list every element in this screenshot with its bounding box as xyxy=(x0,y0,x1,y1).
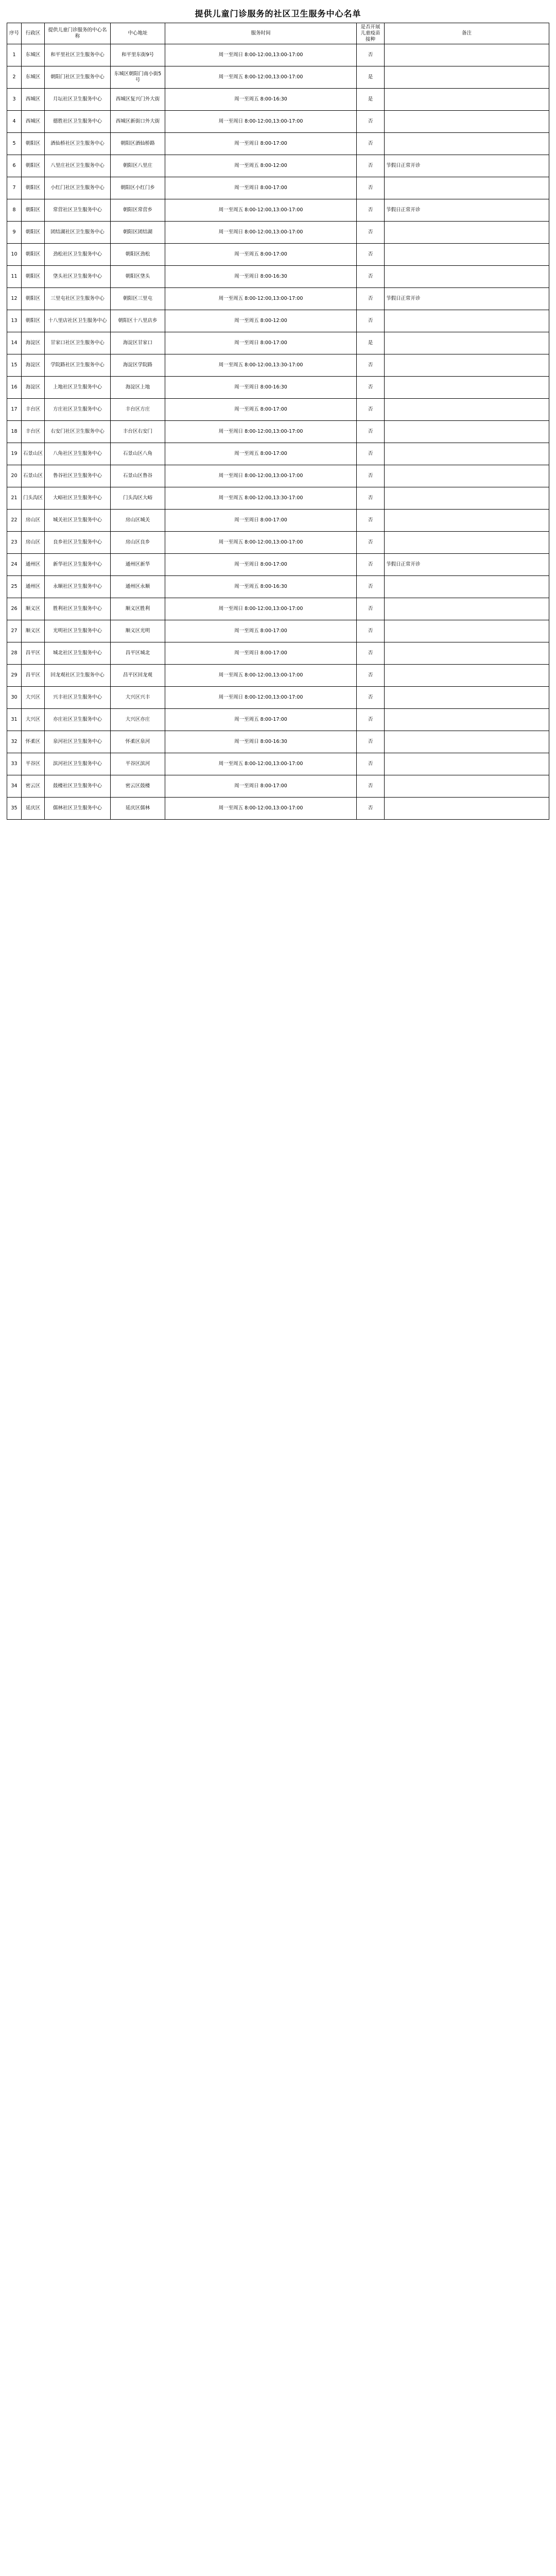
cell-address: 和平里东街9号 xyxy=(111,44,165,66)
cell-address: 顺义区胜利 xyxy=(111,598,165,620)
table-row xyxy=(7,89,549,111)
cell-address: 石景山区八角 xyxy=(111,443,165,465)
cell-address: 朝阳区劲松 xyxy=(111,244,165,266)
cell-service-time: 周一至周五 8:00-17:00 xyxy=(165,709,357,731)
cell-center-name: 兴丰社区卫生服务中心 xyxy=(45,687,111,709)
table-row xyxy=(7,753,549,775)
cell-vaccination: 否 xyxy=(357,753,385,775)
table-row xyxy=(7,687,549,709)
cell-service-time: 周一至周日 8:00-12:00,13:00-17:00 xyxy=(165,465,357,487)
table-row xyxy=(7,421,549,443)
cell-center-name: 鼓楼社区卫生服务中心 xyxy=(45,775,111,798)
table-row xyxy=(7,510,549,532)
table-row xyxy=(7,554,549,576)
cell-center-name: 回龙观社区卫生服务中心 xyxy=(45,665,111,687)
cell-remarks xyxy=(385,687,549,709)
cell-district: 朝阳区 xyxy=(22,266,45,288)
cell-serial: 27 xyxy=(7,620,22,642)
cell-district: 大兴区 xyxy=(22,709,45,731)
cell-vaccination: 否 xyxy=(357,709,385,731)
cell-serial: 12 xyxy=(7,288,22,310)
cell-vaccination: 否 xyxy=(357,310,385,332)
cell-vaccination: 否 xyxy=(357,620,385,642)
cell-serial: 29 xyxy=(7,665,22,687)
page-title: 提供儿童门诊服务的社区卫生服务中心名单 xyxy=(195,9,361,19)
cell-address: 平谷区滨河 xyxy=(111,753,165,775)
cell-serial: 33 xyxy=(7,753,22,775)
cell-vaccination: 否 xyxy=(357,665,385,687)
cell-vaccination: 否 xyxy=(357,111,385,133)
cell-remarks xyxy=(385,731,549,753)
cell-remarks xyxy=(385,310,549,332)
cell-vaccination: 否 xyxy=(357,421,385,443)
cell-serial: 32 xyxy=(7,731,22,753)
table-row xyxy=(7,177,549,199)
cell-serial: 31 xyxy=(7,709,22,731)
table-row xyxy=(7,465,549,487)
cell-address: 顺义区光明 xyxy=(111,620,165,642)
cell-service-time: 周一至周日 8:00-12:00,13:00-17:00 xyxy=(165,598,357,620)
cell-serial: 17 xyxy=(7,399,22,421)
cell-address: 密云区鼓楼 xyxy=(111,775,165,798)
cell-vaccination: 否 xyxy=(357,510,385,532)
cell-center-name: 胜利社区卫生服务中心 xyxy=(45,598,111,620)
cell-service-time: 周一至周五 8:00-12:00,13:30-17:00 xyxy=(165,354,357,377)
table-row xyxy=(7,731,549,753)
cell-district: 怀柔区 xyxy=(22,731,45,753)
cell-remarks xyxy=(385,510,549,532)
cell-vaccination: 否 xyxy=(357,775,385,798)
cell-center-name: 右安门社区卫生服务中心 xyxy=(45,421,111,443)
table-row xyxy=(7,332,549,354)
cell-service-time: 周一至周五 8:00-17:00 xyxy=(165,244,357,266)
table-row xyxy=(7,665,549,687)
cell-service-time: 周一至周日 8:00-17:00 xyxy=(165,177,357,199)
cell-center-name: 上地社区卫生服务中心 xyxy=(45,377,111,399)
cell-remarks xyxy=(385,244,549,266)
cell-center-name: 良乡社区卫生服务中心 xyxy=(45,532,111,554)
cell-serial: 25 xyxy=(7,576,22,598)
cell-vaccination: 否 xyxy=(357,532,385,554)
cell-vaccination: 否 xyxy=(357,642,385,665)
cell-serial: 13 xyxy=(7,310,22,332)
cell-district: 朝阳区 xyxy=(22,199,45,222)
header-serial: 序号 xyxy=(7,23,22,44)
table-row xyxy=(7,598,549,620)
cell-address: 海淀区甘家口 xyxy=(111,332,165,354)
cell-center-name: 永顺社区卫生服务中心 xyxy=(45,576,111,598)
cell-district: 朝阳区 xyxy=(22,310,45,332)
cell-address: 门头沟区大峪 xyxy=(111,487,165,510)
cell-vaccination: 否 xyxy=(357,576,385,598)
cell-district: 西城区 xyxy=(22,89,45,111)
cell-serial: 21 xyxy=(7,487,22,510)
cell-remarks xyxy=(385,487,549,510)
cell-service-time: 周一至周日 8:00-16:30 xyxy=(165,377,357,399)
cell-center-name: 小红门社区卫生服务中心 xyxy=(45,177,111,199)
cell-remarks xyxy=(385,421,549,443)
cell-serial: 5 xyxy=(7,133,22,155)
cell-center-name: 亦庄社区卫生服务中心 xyxy=(45,709,111,731)
cell-vaccination: 否 xyxy=(357,222,385,244)
cell-address: 大兴区亦庄 xyxy=(111,709,165,731)
cell-center-name: 八角社区卫生服务中心 xyxy=(45,443,111,465)
cell-service-time: 周一至周日 8:00-12:00,13:00-17:00 xyxy=(165,421,357,443)
cell-remarks xyxy=(385,266,549,288)
cell-service-time: 周一至周五 8:00-17:00 xyxy=(165,399,357,421)
cell-address: 朝阳区团结湖 xyxy=(111,222,165,244)
cell-center-name: 城关社区卫生服务中心 xyxy=(45,510,111,532)
cell-center-name: 德胜社区卫生服务中心 xyxy=(45,111,111,133)
cell-remarks: 节假日正常开诊 xyxy=(385,155,549,177)
cell-district: 东城区 xyxy=(22,66,45,89)
cell-serial: 16 xyxy=(7,377,22,399)
header-district: 行政区 xyxy=(22,23,45,44)
cell-district: 门头沟区 xyxy=(22,487,45,510)
cell-address: 石景山区鲁谷 xyxy=(111,465,165,487)
cell-serial: 18 xyxy=(7,421,22,443)
cell-center-name: 甘家口社区卫生服务中心 xyxy=(45,332,111,354)
cell-center-name: 和平里社区卫生服务中心 xyxy=(45,44,111,66)
cell-serial: 23 xyxy=(7,532,22,554)
table-row xyxy=(7,775,549,798)
table-row xyxy=(7,310,549,332)
cell-center-name: 滨河社区卫生服务中心 xyxy=(45,753,111,775)
cell-address: 朝阳区垡头 xyxy=(111,266,165,288)
cell-vaccination: 否 xyxy=(357,288,385,310)
cell-address: 怀柔区泉河 xyxy=(111,731,165,753)
cell-remarks xyxy=(385,775,549,798)
cell-vaccination: 否 xyxy=(357,44,385,66)
cell-remarks xyxy=(385,443,549,465)
cell-center-name: 酒仙桥社区卫生服务中心 xyxy=(45,133,111,155)
cell-remarks xyxy=(385,798,549,820)
header-vaccination: 是否开展儿童疫苗接种 xyxy=(357,23,385,44)
table-header-row xyxy=(7,23,549,44)
cell-remarks xyxy=(385,133,549,155)
cell-district: 海淀区 xyxy=(22,377,45,399)
cell-service-time: 周一至周日 8:00-17:00 xyxy=(165,332,357,354)
cell-address: 西城区新街口外大街 xyxy=(111,111,165,133)
cell-district: 通州区 xyxy=(22,576,45,598)
cell-service-time: 周一至周五 8:00-12:00,13:00-17:00 xyxy=(165,665,357,687)
cell-address: 朝阳区三里屯 xyxy=(111,288,165,310)
cell-serial: 15 xyxy=(7,354,22,377)
cell-address: 海淀区学院路 xyxy=(111,354,165,377)
cell-address: 昌平区城北 xyxy=(111,642,165,665)
cell-address: 朝阳区八里庄 xyxy=(111,155,165,177)
cell-district: 石景山区 xyxy=(22,465,45,487)
cell-center-name: 月坛社区卫生服务中心 xyxy=(45,89,111,111)
cell-serial: 11 xyxy=(7,266,22,288)
table-row xyxy=(7,532,549,554)
table-row xyxy=(7,222,549,244)
cell-address: 丰台区方庄 xyxy=(111,399,165,421)
table-row xyxy=(7,487,549,510)
header-address: 中心地址 xyxy=(111,23,165,44)
cell-address: 房山区城关 xyxy=(111,510,165,532)
cell-vaccination: 否 xyxy=(357,731,385,753)
cell-address: 房山区良乡 xyxy=(111,532,165,554)
cell-vaccination: 否 xyxy=(357,199,385,222)
cell-service-time: 周一至周五 8:00-16:30 xyxy=(165,576,357,598)
cell-vaccination: 否 xyxy=(357,177,385,199)
cell-remarks: 节假日正常开诊 xyxy=(385,288,549,310)
cell-remarks xyxy=(385,111,549,133)
cell-district: 昌平区 xyxy=(22,642,45,665)
cell-district: 密云区 xyxy=(22,775,45,798)
cell-service-time: 周一至周日 8:00-12:00,13:00-17:00 xyxy=(165,111,357,133)
cell-service-time: 周一至周日 8:00-16:30 xyxy=(165,266,357,288)
cell-serial: 28 xyxy=(7,642,22,665)
cell-service-time: 周一至周五 8:00-12:00,13:00-17:00 xyxy=(165,199,357,222)
cell-district: 东城区 xyxy=(22,44,45,66)
cell-remarks xyxy=(385,598,549,620)
cell-service-time: 周一至周日 8:00-12:00,13:00-17:00 xyxy=(165,44,357,66)
cell-district: 顺义区 xyxy=(22,620,45,642)
cell-service-time: 周一至周五 8:00-12:00,13:30-17:00 xyxy=(165,487,357,510)
cell-remarks xyxy=(385,377,549,399)
table-row xyxy=(7,642,549,665)
cell-district: 房山区 xyxy=(22,510,45,532)
cell-service-time: 周一至周五 8:00-16:30 xyxy=(165,89,357,111)
cell-district: 顺义区 xyxy=(22,598,45,620)
cell-district: 西城区 xyxy=(22,111,45,133)
cell-district: 朝阳区 xyxy=(22,222,45,244)
cell-address: 通州区永顺 xyxy=(111,576,165,598)
cell-remarks xyxy=(385,177,549,199)
cell-center-name: 十八里店社区卫生服务中心 xyxy=(45,310,111,332)
cell-vaccination: 是 xyxy=(357,332,385,354)
table-row xyxy=(7,44,549,66)
table-row xyxy=(7,244,549,266)
table-row xyxy=(7,155,549,177)
cell-address: 东城区朝阳门南小街5号 xyxy=(111,66,165,89)
cell-service-time: 周一至周日 8:00-17:00 xyxy=(165,133,357,155)
cell-service-time: 周一至周日 8:00-16:30 xyxy=(165,731,357,753)
cell-remarks xyxy=(385,620,549,642)
cell-district: 丰台区 xyxy=(22,399,45,421)
cell-serial: 22 xyxy=(7,510,22,532)
cell-vaccination: 否 xyxy=(357,598,385,620)
cell-district: 延庆区 xyxy=(22,798,45,820)
cell-district: 朝阳区 xyxy=(22,244,45,266)
cell-center-name: 光明社区卫生服务中心 xyxy=(45,620,111,642)
cell-vaccination: 否 xyxy=(357,554,385,576)
cell-district: 朝阳区 xyxy=(22,155,45,177)
cell-district: 通州区 xyxy=(22,554,45,576)
cell-center-name: 三里屯社区卫生服务中心 xyxy=(45,288,111,310)
cell-remarks xyxy=(385,222,549,244)
cell-service-time: 周一至周日 8:00-17:00 xyxy=(165,554,357,576)
cell-serial: 2 xyxy=(7,66,22,89)
cell-service-time: 周一至周五 8:00-12:00,13:00-17:00 xyxy=(165,66,357,89)
cell-serial: 14 xyxy=(7,332,22,354)
cell-service-time: 周一至周日 8:00-12:00,13:00-17:00 xyxy=(165,687,357,709)
table-row xyxy=(7,576,549,598)
table-row xyxy=(7,443,549,465)
cell-service-time: 周一至周日 8:00-17:00 xyxy=(165,775,357,798)
cell-center-name: 垡头社区卫生服务中心 xyxy=(45,266,111,288)
cell-district: 房山区 xyxy=(22,532,45,554)
cell-serial: 26 xyxy=(7,598,22,620)
cell-address: 海淀区上地 xyxy=(111,377,165,399)
cell-serial: 19 xyxy=(7,443,22,465)
cell-district: 大兴区 xyxy=(22,687,45,709)
cell-remarks xyxy=(385,44,549,66)
cell-vaccination: 是 xyxy=(357,89,385,111)
cell-remarks xyxy=(385,532,549,554)
cell-serial: 24 xyxy=(7,554,22,576)
cell-remarks xyxy=(385,665,549,687)
cell-address: 昌平区回龙观 xyxy=(111,665,165,687)
cell-serial: 6 xyxy=(7,155,22,177)
cell-district: 丰台区 xyxy=(22,421,45,443)
cell-district: 海淀区 xyxy=(22,354,45,377)
cell-serial: 3 xyxy=(7,89,22,111)
cell-remarks xyxy=(385,399,549,421)
cell-center-name: 朝阳门社区卫生服务中心 xyxy=(45,66,111,89)
cell-remarks xyxy=(385,332,549,354)
cell-center-name: 方庄社区卫生服务中心 xyxy=(45,399,111,421)
table-row xyxy=(7,709,549,731)
cell-center-name: 泉河社区卫生服务中心 xyxy=(45,731,111,753)
cell-remarks xyxy=(385,354,549,377)
cell-service-time: 周一至周五 8:00-12:00,13:00-17:00 xyxy=(165,753,357,775)
table-row xyxy=(7,399,549,421)
cell-vaccination: 否 xyxy=(357,377,385,399)
cell-vaccination: 否 xyxy=(357,354,385,377)
table-row xyxy=(7,377,549,399)
cell-district: 朝阳区 xyxy=(22,177,45,199)
cell-serial: 9 xyxy=(7,222,22,244)
table-row xyxy=(7,111,549,133)
cell-district: 昌平区 xyxy=(22,665,45,687)
cell-service-time: 周一至周日 8:00-12:00,13:00-17:00 xyxy=(165,222,357,244)
cell-address: 朝阳区常营乡 xyxy=(111,199,165,222)
table-row xyxy=(7,199,549,222)
cell-center-name: 八里庄社区卫生服务中心 xyxy=(45,155,111,177)
cell-service-time: 周一至周五 8:00-17:00 xyxy=(165,620,357,642)
header-remarks: 备注 xyxy=(385,23,549,44)
cell-address: 朝阳区酒仙桥路 xyxy=(111,133,165,155)
cell-remarks xyxy=(385,642,549,665)
cell-serial: 30 xyxy=(7,687,22,709)
cell-center-name: 劲松社区卫生服务中心 xyxy=(45,244,111,266)
cell-service-time: 周一至周五 8:00-12:00 xyxy=(165,310,357,332)
cell-serial: 1 xyxy=(7,44,22,66)
cell-center-name: 鲁谷社区卫生服务中心 xyxy=(45,465,111,487)
cell-center-name: 团结湖社区卫生服务中心 xyxy=(45,222,111,244)
cell-address: 大兴区兴丰 xyxy=(111,687,165,709)
cell-service-time: 周一至周日 8:00-17:00 xyxy=(165,510,357,532)
cell-center-name: 常营社区卫生服务中心 xyxy=(45,199,111,222)
cell-remarks: 节假日正常开诊 xyxy=(385,554,549,576)
cell-vaccination: 否 xyxy=(357,133,385,155)
cell-remarks xyxy=(385,709,549,731)
cell-district: 石景山区 xyxy=(22,443,45,465)
cell-vaccination: 否 xyxy=(357,443,385,465)
cell-serial: 7 xyxy=(7,177,22,199)
cell-district: 朝阳区 xyxy=(22,288,45,310)
cell-vaccination: 否 xyxy=(357,687,385,709)
cell-service-time: 周一至周日 8:00-17:00 xyxy=(165,642,357,665)
cell-vaccination: 否 xyxy=(357,465,385,487)
cell-vaccination: 是 xyxy=(357,66,385,89)
cell-center-name: 新华社区卫生服务中心 xyxy=(45,554,111,576)
cell-center-name: 学院路社区卫生服务中心 xyxy=(45,354,111,377)
cell-address: 丰台区右安门 xyxy=(111,421,165,443)
table-row xyxy=(7,133,549,155)
header-center-name: 提供儿童门诊服务的中心名称 xyxy=(45,23,111,44)
cell-district: 平谷区 xyxy=(22,753,45,775)
cell-center-name: 城北社区卫生服务中心 xyxy=(45,642,111,665)
table-row xyxy=(7,620,549,642)
cell-district: 海淀区 xyxy=(22,332,45,354)
cell-service-time: 周一至周五 8:00-12:00,13:00-17:00 xyxy=(165,288,357,310)
cell-serial: 8 xyxy=(7,199,22,222)
table-row xyxy=(7,354,549,377)
cell-vaccination: 否 xyxy=(357,155,385,177)
cell-service-time: 周一至周五 8:00-12:00,13:00-17:00 xyxy=(165,532,357,554)
clinic-table xyxy=(7,23,549,820)
cell-remarks xyxy=(385,465,549,487)
cell-service-time: 周一至周五 8:00-12:00,13:00-17:00 xyxy=(165,798,357,820)
table-row xyxy=(7,66,549,89)
cell-district: 朝阳区 xyxy=(22,133,45,155)
cell-serial: 34 xyxy=(7,775,22,798)
cell-vaccination: 否 xyxy=(357,798,385,820)
cell-vaccination: 否 xyxy=(357,487,385,510)
table-row xyxy=(7,798,549,820)
cell-service-time: 周一至周五 8:00-12:00 xyxy=(165,155,357,177)
cell-remarks: 节假日正常开诊 xyxy=(385,199,549,222)
cell-address: 西城区复兴门外大街 xyxy=(111,89,165,111)
cell-service-time: 周一至周五 8:00-17:00 xyxy=(165,443,357,465)
cell-vaccination: 否 xyxy=(357,266,385,288)
cell-serial: 35 xyxy=(7,798,22,820)
cell-address: 延庆区儒林 xyxy=(111,798,165,820)
table-row xyxy=(7,266,549,288)
cell-vaccination: 否 xyxy=(357,244,385,266)
cell-vaccination: 否 xyxy=(357,399,385,421)
cell-center-name: 大峪社区卫生服务中心 xyxy=(45,487,111,510)
header-service-time: 服务时间 xyxy=(165,23,357,44)
cell-serial: 10 xyxy=(7,244,22,266)
cell-center-name: 儒林社区卫生服务中心 xyxy=(45,798,111,820)
cell-address: 朝阳区十八里店乡 xyxy=(111,310,165,332)
cell-remarks xyxy=(385,66,549,89)
cell-serial: 4 xyxy=(7,111,22,133)
cell-remarks xyxy=(385,753,549,775)
cell-address: 朝阳区小红门乡 xyxy=(111,177,165,199)
cell-remarks xyxy=(385,576,549,598)
cell-address: 通州区新华 xyxy=(111,554,165,576)
table-row xyxy=(7,288,549,310)
cell-remarks xyxy=(385,89,549,111)
cell-serial: 20 xyxy=(7,465,22,487)
